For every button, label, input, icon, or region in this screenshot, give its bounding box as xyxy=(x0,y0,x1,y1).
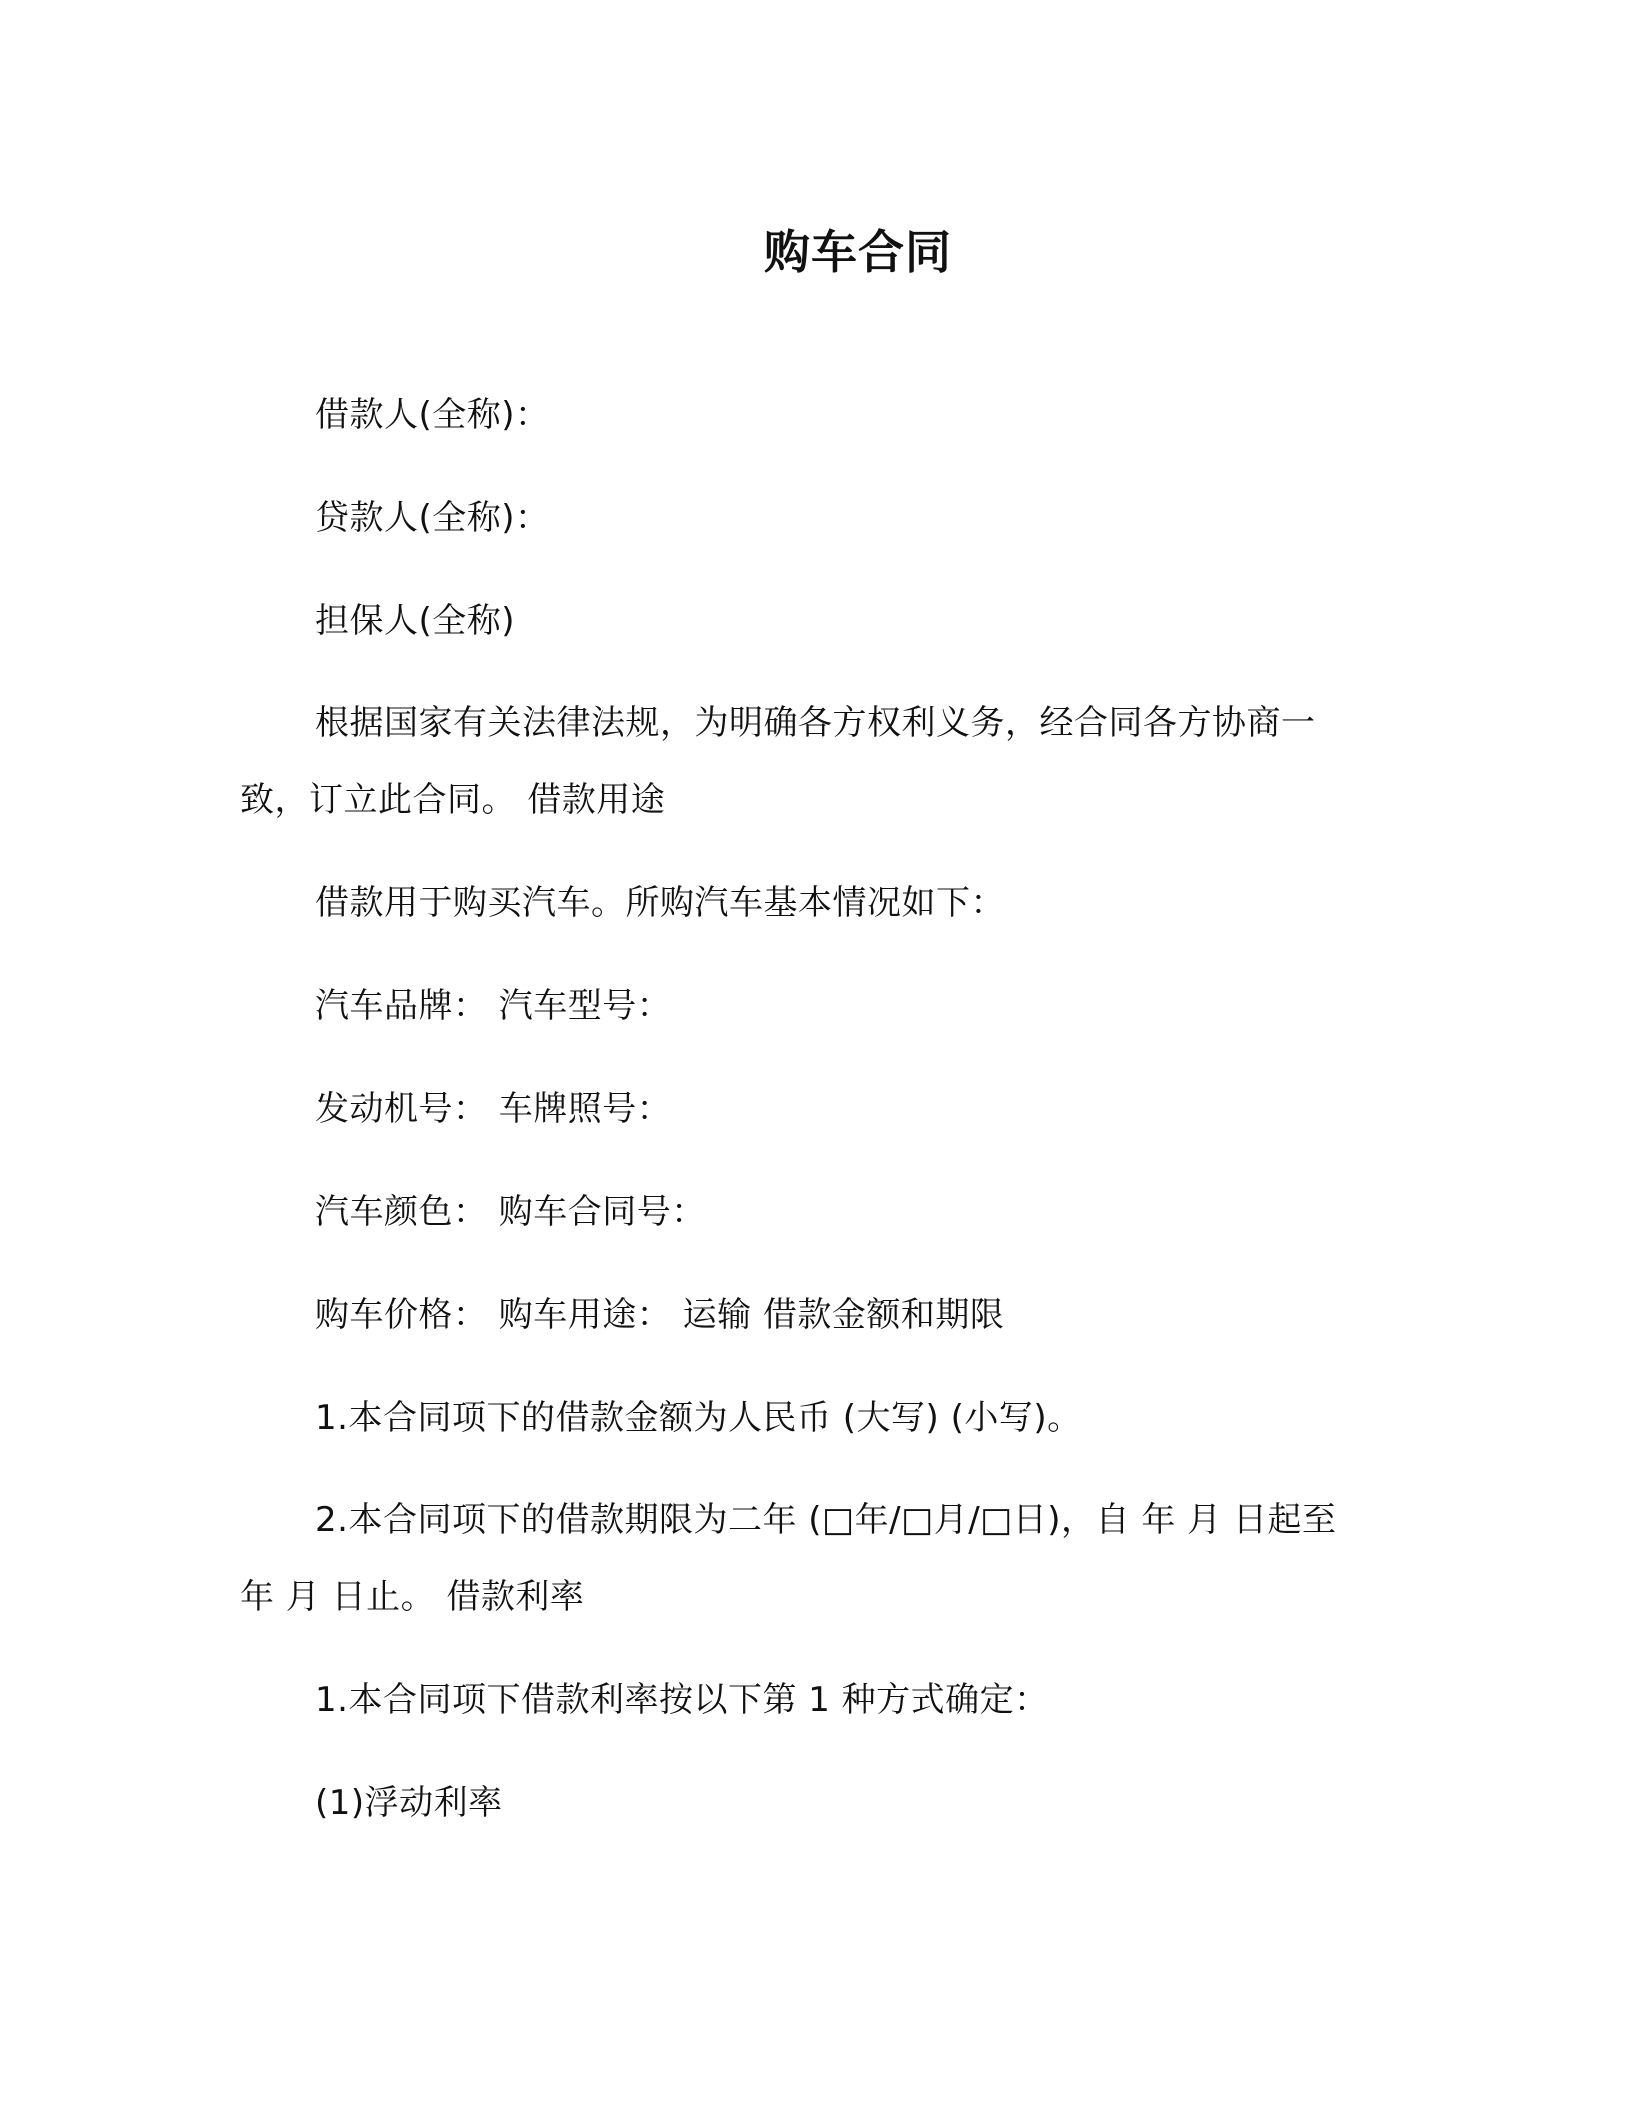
paragraph-loan-purpose: 借款用于购买汽车。所购汽车基本情况如下： xyxy=(315,883,1005,923)
paragraph-loan-term: 2.本合同项下的借款期限为二年 (□年/□月/□日)，自 年 月 日起至 年 月 日止。 借款利率 xyxy=(240,1500,1348,1617)
paragraph-guarantor: 担保人(全称) xyxy=(315,601,516,641)
paragraph-loan-amount: 1.本合同项下的借款金额为人民币 (大写) (小写)。 xyxy=(315,1398,1082,1438)
paragraph-engine-plate: 发动机号： 车牌照号： xyxy=(315,1089,672,1129)
paragraph-preamble: 根据国家有关法律法规，为明确各方权利义务，经合同各方协商一致，订立此合同。 借款用途 xyxy=(240,703,1316,820)
document-title: 购车合同 xyxy=(764,225,952,279)
paragraph-floating-rate: (1)浮动利率 xyxy=(315,1783,503,1823)
paragraph-price-usage: 购车价格： 购车用途： 运输 借款金额和期限 xyxy=(315,1295,1005,1335)
paragraph-lender: 贷款人(全称)： xyxy=(315,498,550,538)
paragraph-color-contract-no: 汽车颜色： 购车合同号： xyxy=(315,1192,706,1232)
paragraph-borrower: 借款人(全称)： xyxy=(315,395,550,435)
paragraph-car-brand-model: 汽车品牌： 汽车型号： xyxy=(315,986,672,1026)
document-body xyxy=(240,390,1380,1881)
paragraph-interest-method: 1.本合同项下借款利率按以下第 1 种方式确定： xyxy=(315,1680,1049,1720)
